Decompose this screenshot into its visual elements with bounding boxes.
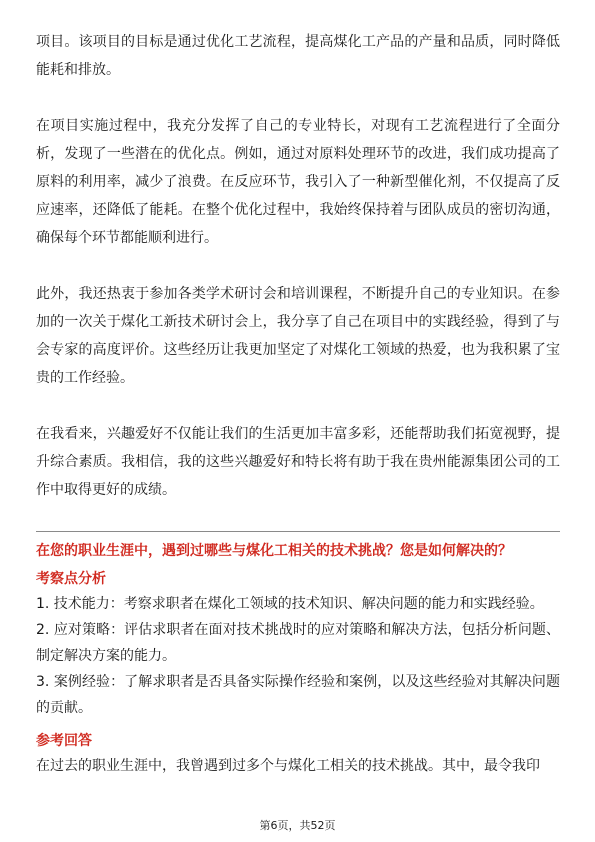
- answer-text: 在过去的职业生涯中，我曾遇到过多个与煤化工相关的技术挑战。其中，最令我印: [36, 758, 540, 774]
- paragraph-gap: [36, 392, 560, 420]
- analysis-point: 1. 技术能力：考察求职者在煤化工领域的技术知识、解决问题的能力和实践经验。: [36, 596, 544, 612]
- question-section: [36, 539, 560, 779]
- interview-question: 在您的职业生涯中，遇到过哪些与煤化工相关的技术挑战？您是如何解决的？: [36, 543, 512, 559]
- page-number: 第6页，共52页: [259, 819, 336, 832]
- paragraph: 在项目实施过程中，我充分发挥了自己的专业特长，对现有工艺流程进行了全面分析，发现了一些潜在的优化点。例如，通过对原料处理环节的改进，我们成功提高了原料的利用率，减少了浪费。在反应环节，我引入了一种新型催化剂，不仅提高了反应速率，还降低了能耗。在整个优化过程中，我始终保持着与团队成员的密切沟通，确保每个环节都能顺利进行。: [36, 118, 560, 246]
- analysis-point: 3. 案例经验：了解求职者是否具备实际操作经验和案例，以及这些经验对其解决问题的贡献。: [36, 674, 560, 716]
- paragraph: 此外，我还热衷于参加各类学术研讨会和培训课程，不断提升自己的专业知识。在参加的一次关于煤化工新技术研讨会上，我分享了自己在项目中的实践经验，得到了与会专家的高度评价。这些经历让我更加坚定了对煤化工领域的热爱，也为我积累了宝贵的工作经验。: [36, 286, 560, 386]
- paragraph: 项目。该项目的目标是通过优化工艺流程，提高煤化工产品的产量和品质，同时降低能耗和排放。: [36, 34, 560, 78]
- section-divider: [36, 531, 560, 532]
- body-text: [36, 28, 560, 504]
- analysis-heading: 考察点分析: [36, 571, 106, 587]
- paragraph-gap: [36, 84, 560, 112]
- analysis-point: 2. 应对策略：评估求职者在面对技术挑战时的应对策略和解决方法，包括分析问题、制定解决方案的能力。: [36, 622, 560, 664]
- paragraph: 在我看来，兴趣爱好不仅能让我们的生活更加丰富多彩，还能帮助我们拓宽视野，提升综合素质。我相信，我的这些兴趣爱好和特长将有助于我在贵州能源集团公司的工作中取得更好的成绩。: [36, 426, 560, 498]
- answer-heading: 参考回答: [36, 733, 92, 749]
- paragraph-gap: [36, 252, 560, 280]
